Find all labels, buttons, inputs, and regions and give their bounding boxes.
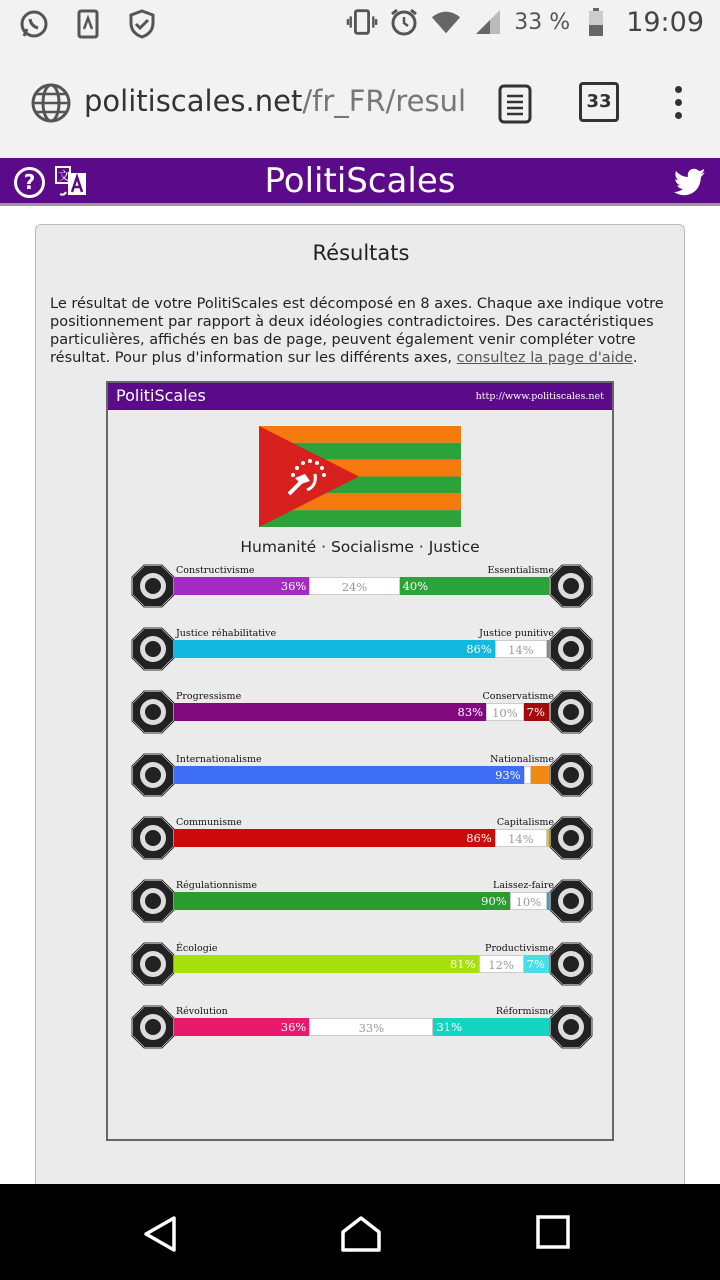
sim-icon bbox=[72, 8, 104, 40]
home-icon[interactable] bbox=[339, 1214, 383, 1258]
axis-right-label: Réformisme bbox=[495, 1006, 554, 1017]
twitter-icon[interactable] bbox=[674, 168, 706, 200]
results-intro bbox=[50, 295, 670, 367]
overflow-menu-icon[interactable] bbox=[672, 86, 684, 125]
axis-right-segment: 31% bbox=[433, 1018, 550, 1036]
axis-neutral-segment: 10% bbox=[486, 703, 524, 721]
card-brand: PolitiScales bbox=[116, 386, 206, 405]
axis-left-label: Écologie bbox=[176, 943, 218, 954]
shield-check-icon bbox=[126, 8, 158, 40]
hammer-sickle-badge-icon bbox=[130, 815, 176, 861]
card-header bbox=[108, 383, 612, 410]
globe-icon[interactable] bbox=[30, 82, 72, 128]
arrow-badge-icon bbox=[130, 689, 176, 735]
battery-percent: 33 % bbox=[514, 9, 571, 35]
flag-stripe bbox=[259, 510, 461, 527]
axis-neutral-segment: 10% bbox=[510, 892, 547, 910]
recents-icon[interactable] bbox=[536, 1214, 570, 1254]
axis-left-segment: 93% bbox=[174, 766, 524, 784]
axis-bar bbox=[174, 577, 550, 595]
battery-icon bbox=[580, 6, 612, 38]
status-clock: 19:09 bbox=[626, 6, 704, 38]
hourglass-badge-icon bbox=[548, 689, 594, 735]
axis-left-label: Communisme bbox=[176, 817, 242, 828]
handshake-badge-icon bbox=[130, 626, 176, 672]
axis-right-label: Capitalisme bbox=[496, 817, 554, 828]
axis-row bbox=[130, 941, 594, 991]
axis-bar bbox=[174, 829, 550, 847]
axis-right-label: Laissez-faire bbox=[493, 880, 554, 891]
browser-toolbar bbox=[0, 50, 720, 158]
axis-left-label: Progressisme bbox=[176, 691, 242, 702]
card-site-url: http://www.politiscales.net bbox=[475, 391, 604, 402]
wifi-icon bbox=[430, 6, 462, 38]
axis-neutral-segment: 24% bbox=[309, 577, 399, 595]
dna-badge-icon bbox=[548, 563, 594, 609]
axis-neutral-segment bbox=[524, 766, 532, 784]
axis-right-label: Productivisme bbox=[485, 943, 554, 954]
axis-row bbox=[130, 752, 594, 802]
back-icon[interactable] bbox=[140, 1214, 180, 1258]
axis-neutral-segment: 33% bbox=[309, 1018, 433, 1036]
axis-left-segment: 36% bbox=[174, 1018, 309, 1036]
axis-left-label: Révolution bbox=[176, 1006, 228, 1017]
ballot-badge-icon bbox=[548, 1004, 594, 1050]
axis-row bbox=[130, 815, 594, 865]
axis-right-label: Justice punitive bbox=[479, 628, 554, 639]
axis-right-label: Conservatisme bbox=[482, 691, 554, 702]
axis-left-segment: 86% bbox=[174, 829, 495, 847]
axis-left-label: Justice réhabilitative bbox=[176, 628, 277, 639]
money-bag-badge-icon bbox=[548, 815, 594, 861]
leaf-badge-icon bbox=[130, 941, 176, 987]
axis-bar bbox=[174, 640, 550, 658]
status-bar bbox=[0, 0, 720, 50]
fist-badge-icon bbox=[130, 1004, 176, 1050]
factory-badge-icon bbox=[548, 941, 594, 987]
axis-neutral-segment: 14% bbox=[495, 640, 547, 658]
axis-neutral-segment: 14% bbox=[495, 829, 547, 847]
whatsapp-icon bbox=[18, 8, 50, 40]
axis-row bbox=[130, 878, 594, 928]
axis-bar bbox=[174, 892, 550, 910]
intro-end: . bbox=[632, 350, 638, 366]
eye-badge-icon bbox=[130, 563, 176, 609]
axis-left-segment: 36% bbox=[174, 577, 309, 595]
axis-right-segment: 7% bbox=[524, 703, 550, 721]
globe-badge-icon bbox=[130, 752, 176, 798]
axis-row bbox=[130, 1004, 594, 1054]
axis-right-label: Essentialisme bbox=[487, 565, 554, 576]
axis-left-segment: 83% bbox=[174, 703, 486, 721]
axis-row bbox=[130, 689, 594, 739]
result-card bbox=[106, 381, 614, 1141]
url-field[interactable] bbox=[84, 84, 474, 124]
result-slogan: Humanité · Socialisme · Justice bbox=[240, 538, 480, 556]
axis-left-segment: 90% bbox=[174, 892, 510, 910]
axis-bar bbox=[174, 703, 550, 721]
result-flag bbox=[259, 426, 461, 531]
signal-icon bbox=[472, 6, 504, 38]
axis-right-segment: 7% bbox=[524, 955, 550, 973]
prison-bars-badge-icon bbox=[548, 626, 594, 672]
flag-stripe bbox=[259, 426, 461, 443]
axis-left-label: Internationalisme bbox=[176, 754, 262, 765]
axis-bar bbox=[174, 766, 550, 784]
flag-badge-icon bbox=[548, 752, 594, 798]
vibrate-icon bbox=[346, 6, 378, 38]
alarm-icon bbox=[388, 6, 420, 38]
svg-text:文: 文 bbox=[58, 169, 71, 183]
help-page-link[interactable]: consultez la page d'aide bbox=[456, 350, 633, 366]
system-nav-bar bbox=[0, 1184, 720, 1280]
help-icon[interactable]: ? bbox=[14, 167, 45, 198]
butterfly-badge-icon bbox=[548, 878, 594, 924]
tab-count-button[interactable]: 33 bbox=[579, 82, 619, 122]
axis-bar bbox=[174, 1018, 550, 1036]
url-host: politiscales.net bbox=[84, 84, 303, 118]
axis-bar bbox=[174, 955, 550, 973]
axis-neutral-segment: 12% bbox=[479, 955, 524, 973]
reader-mode-icon[interactable] bbox=[498, 84, 532, 128]
axis-row bbox=[130, 626, 594, 676]
axis-left-label: Constructivisme bbox=[176, 565, 255, 576]
url-path: /fr_FR/resul bbox=[302, 84, 467, 118]
scales-badge-icon bbox=[130, 878, 176, 924]
axis-left-label: Régulationnisme bbox=[176, 880, 258, 891]
axis-left-segment: 86% bbox=[174, 640, 495, 658]
axis-left-segment: 81% bbox=[174, 955, 479, 973]
axis-row bbox=[130, 563, 594, 613]
site-header bbox=[0, 158, 720, 206]
results-title: Résultats bbox=[312, 241, 410, 265]
intro-text: Le résultat de votre PolitiScales est décomposé en 8 axes. Chaque axe indique votre positionnement par rapport à deux idéologies contradictoires. Des caractéristiques particulières, affichés en bas de page, peuvent également venir compléter votre résultat. Pour plus d'information sur les différents axes, bbox=[50, 296, 664, 366]
axis-right-label: Nationalisme bbox=[490, 754, 554, 765]
site-title[interactable]: PolitiScales bbox=[264, 161, 456, 201]
axis-right-segment: 40% bbox=[400, 577, 550, 595]
